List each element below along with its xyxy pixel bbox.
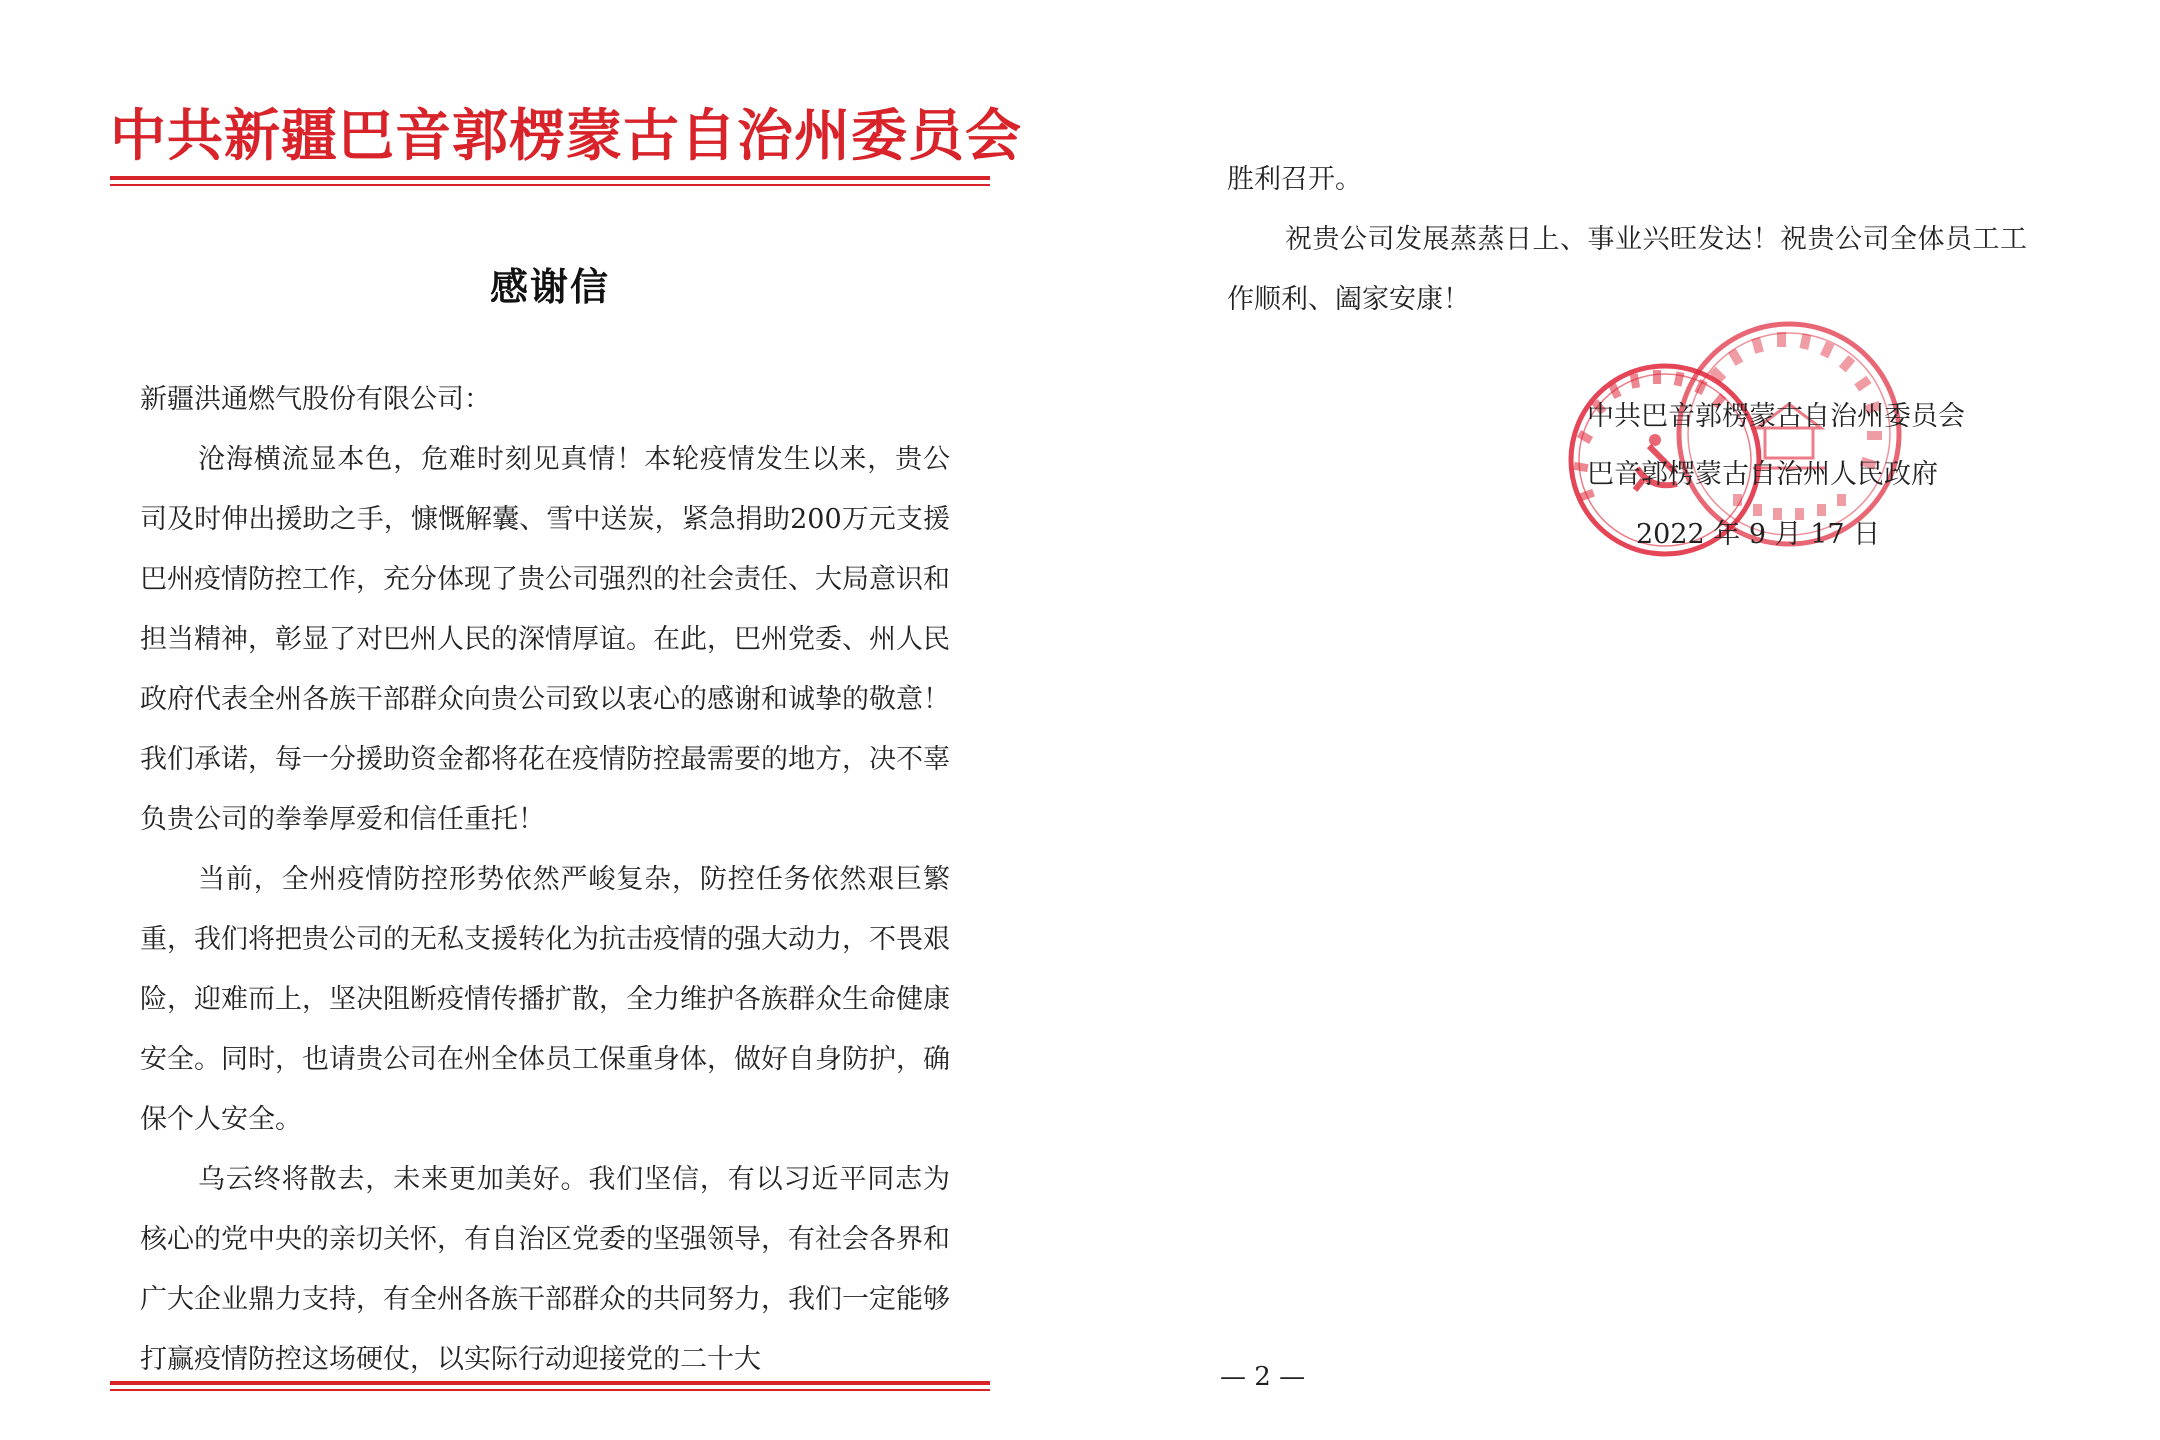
paragraph-closing-wishes: 祝贵公司发展蒸蒸日上、事业兴旺发达！祝贵公司全体员工工作顺利、阖家安康！ (1227, 224, 2027, 315)
paragraph-1: 沧海横流显本色，危难时刻见真情！本轮疫情发生以来，贵公司及时伸出援助之手，慷慨解囊、雪中送炭，紧急捐助200万元支援巴州疫情防控工作，充分体现了贵公司强烈的社会责任、大局意识和担当精神，彰显了对巴州人民的深情厚谊。在此，巴州党委、州人民政府代表全州各族干部群众向贵公司致以衷心的感谢和诚挚的敬意！我们承诺，每一分援助资金都将花在疫情防控最需要的地方，决不辜负贵公司的拳拳厚爱和信任重托！ (140, 444, 950, 835)
page-number: — 2 — (1220, 1362, 1306, 1392)
page-right (1080, 0, 2160, 1440)
header-rule-thin (110, 184, 990, 186)
salutation: 新疆洪通燃气股份有限公司： (140, 384, 491, 415)
paragraph-2: 当前，全州疫情防控形势依然严峻复杂，防控任务依然艰巨繁重，我们将把贵公司的无私支援转化为抗击疫情的强大动力，不畏艰险，迎难而上，坚决阻断疫情传播扩散，全力维护各族群众生命健康安全。同时，也请贵公司在州全体员工保重身体，做好自身防护，确保个人安全。 (140, 864, 950, 1135)
footer-rule-thin (110, 1389, 990, 1391)
signature-party-committee: 中共巴音郭楞蒙古自治州委员会 (1587, 401, 1965, 432)
signature-government: 巴音郭楞蒙古自治州人民政府 (1587, 459, 1938, 490)
footer-rule-thick (110, 1381, 990, 1385)
header-rule-thick (110, 176, 990, 180)
paragraph-continued: 胜利召开。 (1227, 164, 1362, 195)
document-title: 感谢信 (489, 264, 610, 309)
letterhead-title: 中共新疆巴音郭楞蒙古自治州委员会 (110, 103, 1022, 169)
signature-date: 2022 年 9 月 17 日 (1636, 519, 1881, 550)
paragraph-3: 乌云终将散去，未来更加美好。我们坚信，有以习近平同志为核心的党中央的亲切关怀，有自治区党委的坚强领导，有社会各界和广大企业鼎力支持，有全州各族干部群众的共同努力，我们一定能够打赢疫情防控这场硬仗，以实际行动迎接党的二十大 (140, 1164, 950, 1375)
